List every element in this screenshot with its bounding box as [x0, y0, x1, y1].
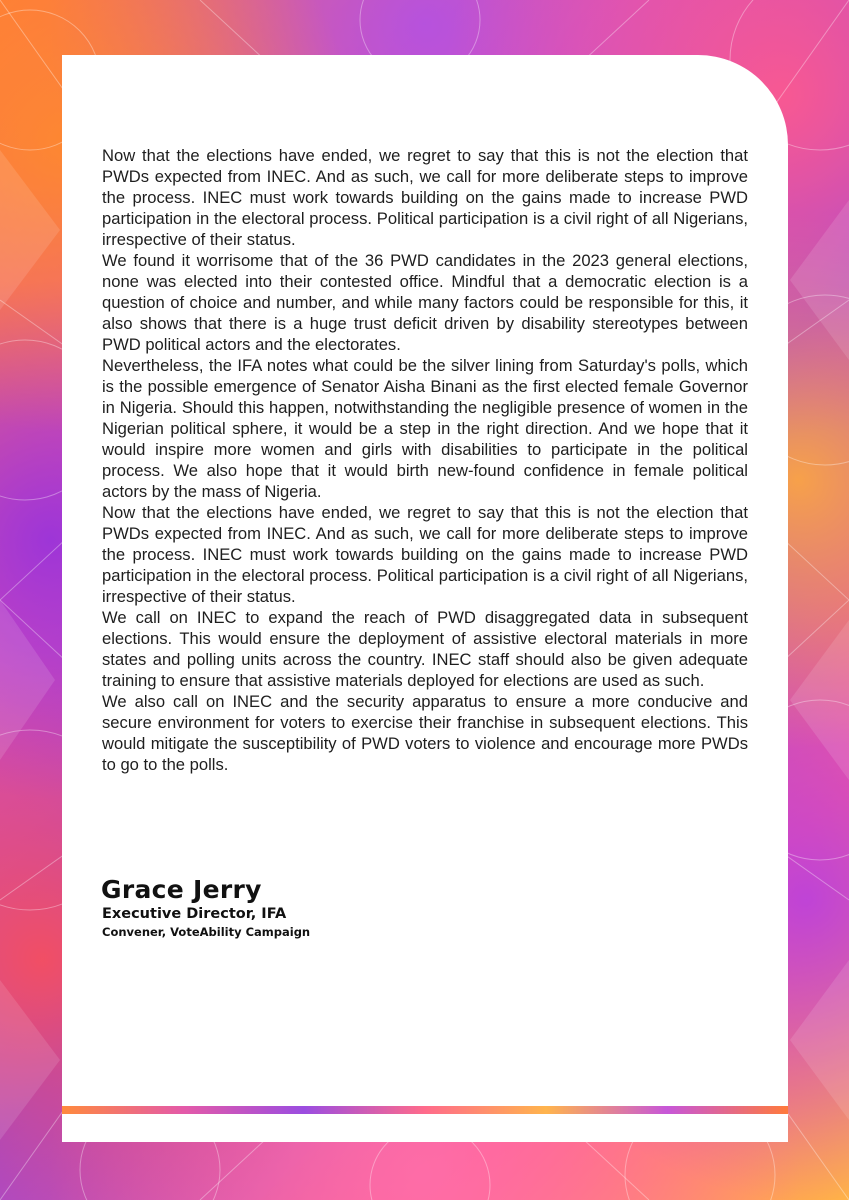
paragraph-2: We found it worrisome that of the 36 PWD candidates in the 2023 general elections, none was elected into their contested office. Mindful that a democratic election is a question of choice and number, and while many factors could be responsible for this, it also shows that there is a huge trust deficit driven by disability stereotypes between PWD political actors and the electorates. [102, 251, 748, 354]
signatory-subtitle: Convener, VoteAbility Campaign [102, 925, 311, 939]
statement-card [62, 55, 788, 1142]
signatory-name: Grace Jerry [101, 875, 262, 904]
paragraph-5: We call on INEC to expand the reach of PWD disaggregated data in subsequent elections. This would ensure the deployment of assistive electoral materials in more states and polling units across the country. INEC staff should also be given adequate training to ensure that assistive materials deployed for elections are used as such. [102, 608, 748, 690]
paragraph-1: Now that the elections have ended, we regret to say that this is not the election that PWDs expected from INEC. And as such, we call for more deliberate steps to improve the process. INEC must work towards building on the gains made to increase PWD participation in the electoral process. Political participation is a civil right of all Nigerians, irrespective of their status. [102, 146, 748, 249]
signatory-title: Executive Director, IFA [102, 906, 287, 922]
statement-body [102, 145, 748, 775]
decorative-stripe [62, 1106, 788, 1114]
paragraph-4: Now that the elections have ended, we regret to say that this is not the election that PWDs expected from INEC. And as such, we call for more deliberate steps to improve the process. INEC must work towards building on the gains made to increase PWD participation in the electoral process. Political participation is a civil right of all Nigerians, irrespective of their status. [102, 503, 748, 606]
paragraph-3: Nevertheless, the IFA notes what could be the silver lining from Saturday's polls, which is the possible emergence of Senator Aisha Binani as the first elected female Governor in Nigeria. Should this happen, notwithstanding the negligible presence of women in the Nigerian political sphere, it would be a step in the right direction. And we hope that it would inspire more women and girls with disabilities to participate in the political process. We also hope that it would birth new-found confidence in female political actors by the mass of Nigeria. [102, 356, 748, 501]
paragraph-6: We also call on INEC and the security apparatus to ensure a more conducive and secure environment for voters to exercise their franchise in subsequent elections. This would mitigate the susceptibility of PWD voters to violence and encourage more PWDs to go to the polls. [102, 692, 748, 774]
